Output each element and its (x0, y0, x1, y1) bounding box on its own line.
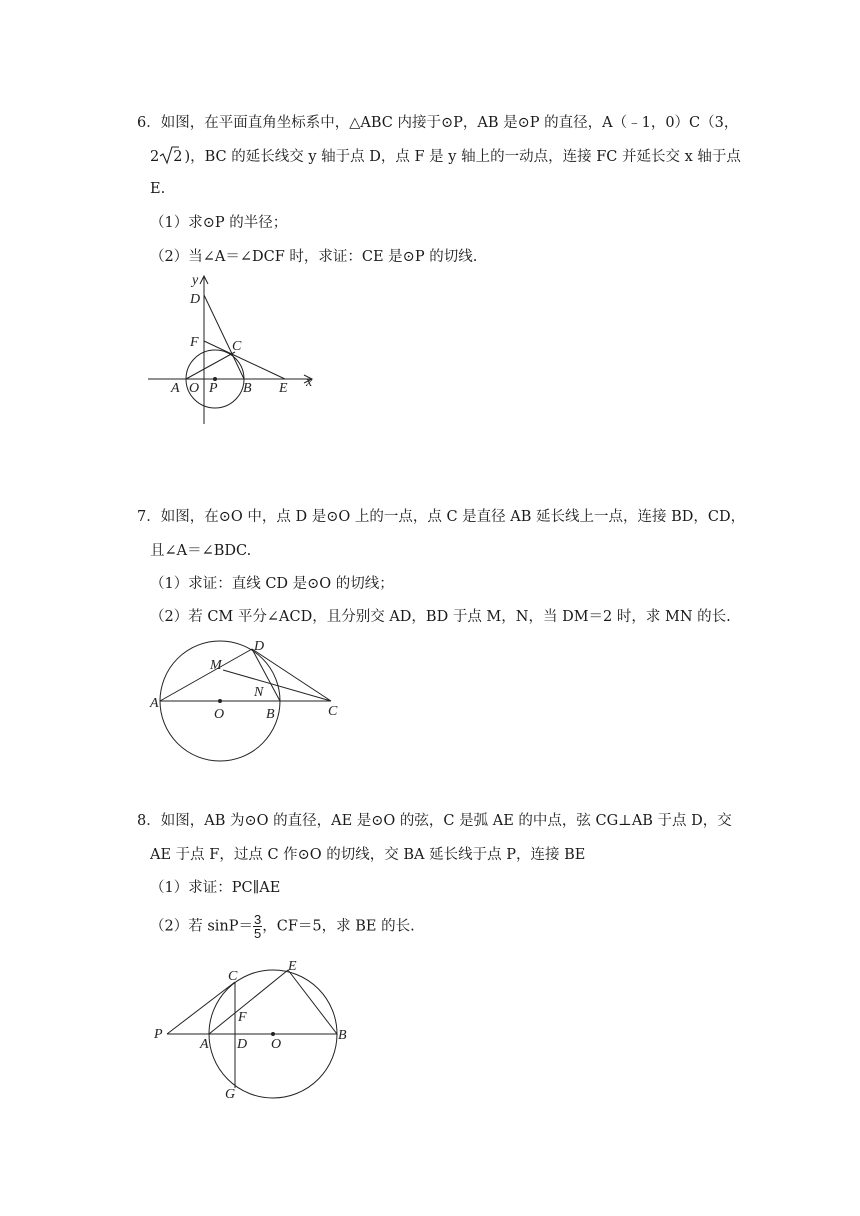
label-a: A (200, 1037, 209, 1052)
label-g: G (225, 1087, 236, 1102)
fraction-numerator: 3 (254, 912, 262, 927)
label-b: B (243, 381, 252, 396)
q8-line-2: AE 于点 F，过点 C 作⊙O 的切线，交 BA 延长线于点 P，连接 BE (150, 847, 586, 863)
label-f: F (238, 1010, 247, 1025)
center-o (271, 1032, 275, 1036)
fraction (253, 913, 262, 940)
label-p: P (209, 381, 218, 396)
label-c: C (328, 704, 338, 719)
center-o (218, 699, 222, 703)
label-m: M (210, 658, 222, 673)
q6-figure (140, 268, 340, 428)
label-d: D (254, 639, 265, 654)
line-pc (167, 982, 235, 1034)
label-b: B (338, 1028, 347, 1043)
line-fe (204, 341, 285, 379)
q6-coef: 2 (150, 149, 160, 165)
q6-sub-1: （1）求⊙P 的半径； (150, 215, 288, 231)
label-o: O (189, 381, 200, 396)
q7-sub-1: （1）求证：直线 CD 是⊙O 的切线； (150, 576, 394, 592)
label-y: y (192, 273, 199, 288)
q6-line-2-text: )，BC 的延长线交 y 轴于点 D，点 F 是 y 轴上的一动点，连接 FC 并延长交 x 轴于点 (184, 149, 741, 165)
fraction-denominator: 5 (254, 926, 262, 941)
line-ac (186, 352, 235, 379)
label-p: P (154, 1027, 163, 1042)
label-o: O (214, 707, 225, 722)
line-dc (252, 649, 331, 701)
q8-sub-2-post: ，CF＝5，求 BE 的长. (262, 918, 415, 935)
q8-figure (140, 950, 370, 1110)
line-ad (160, 649, 252, 701)
q7-line-2: 且∠A＝∠BDC. (150, 543, 252, 559)
label-c: C (228, 969, 238, 984)
q6-line-3: E. (150, 181, 166, 197)
q7-line-1: 7．如图，在⊙O 中，点 D 是⊙O 上的一点，点 C 是直径 AB 延长线上一点，连接 BD，CD， (137, 509, 746, 525)
label-b: B (266, 707, 275, 722)
q7-sub-2: （2）若 CM 平分∠ACD，且分别交 AD，BD 于点 M，N，当 DM＝2 时，求 MN 的长. (150, 609, 731, 625)
label-e: E (288, 959, 297, 974)
label-o: O (271, 1037, 282, 1052)
label-a: A (150, 696, 159, 711)
label-f: F (190, 335, 199, 350)
line-eb (288, 970, 337, 1034)
label-d: D (237, 1037, 248, 1052)
label-a: A (171, 381, 180, 396)
q8-sub-1: （1）求证：PC∥AE (150, 880, 281, 896)
line-ae (209, 970, 288, 1034)
label-n: N (254, 685, 264, 700)
q6-sub-2: （2）当∠A＝∠DCF 时，求证：CE 是⊙P 的切线. (150, 249, 478, 265)
q8-sub-2-pre: （2）若 sinP＝ (150, 918, 254, 935)
label-e: E (279, 381, 288, 396)
q8-sub-2 (150, 913, 415, 940)
q8-line-1: 8．如图，AB 为⊙O 的直径，AE 是⊙O 的弦，C 是弧 AE 的中点，弦 CG⊥AB 于点 D，交 (137, 813, 732, 829)
label-d: D (190, 292, 201, 307)
q6-line-2 (150, 145, 745, 167)
label-x: x (306, 375, 313, 390)
q7-figure (140, 630, 360, 790)
line-db (204, 295, 244, 379)
q6-radicand: 2 (173, 149, 183, 165)
label-c: C (232, 339, 242, 354)
q6-line-1: 6．如图，在平面直角坐标系中，△ABC 内接于⊙P，AB 是⊙P 的直径，A（﹣1，0）C（3， (137, 115, 739, 131)
